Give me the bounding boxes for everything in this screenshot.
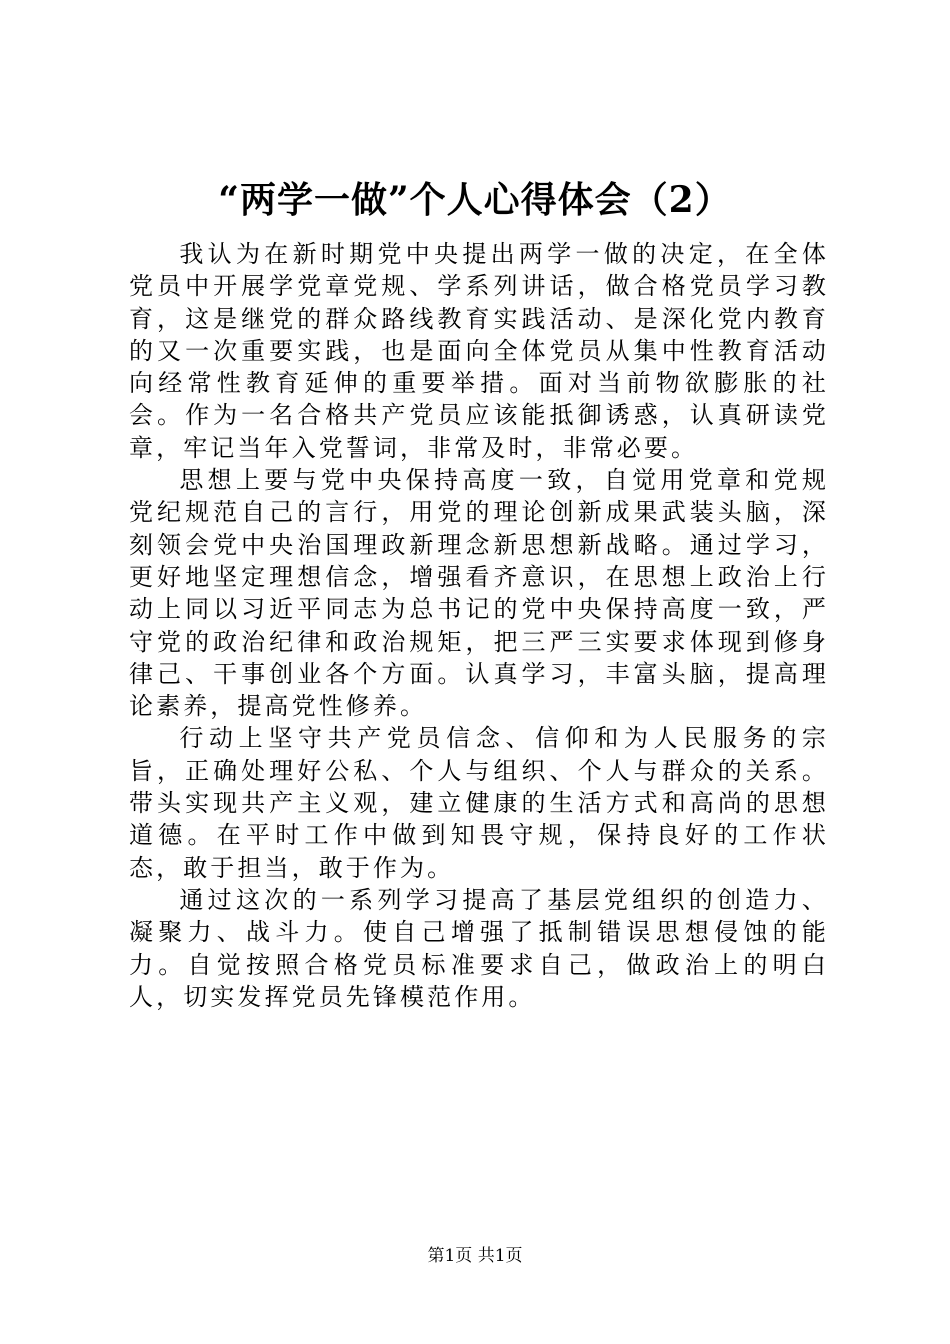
paragraph: 行动上坚守共产党员信念、信仰和为人民服务的宗旨，正确处理好公私、个人与组织、个人与群众的关系。带头实现共产主义观，建立健康的生活方式和高尚的思想道德。在平时工作中做到知畏守规，保持良好的工作状态，敢于担当，敢于作为。	[129, 724, 829, 882]
page-number-footer: 第1页 共1页	[427, 1246, 523, 1266]
document-body	[129, 238, 829, 1013]
paragraph: 我认为在新时期党中央提出两学一做的决定，在全体党员中开展学党章党规、学系列讲话，做合格党员学习教育，这是继党的群众路线教育实践活动、是深化党内教育的又一次重要实践，也是面向全体党员从集中性教育活动向经常性教育延伸的重要举措。面对当前物欲膨胀的社会。作为一名合格共产党员应该能抵御诱惑，认真研读党章，牢记当年入党誓词，非常及时，非常必要。	[129, 240, 829, 462]
paragraph: 思想上要与党中央保持高度一致，自觉用党章和党规党纪规范自己的言行，用党的理论创新成果武装头脑，深刻领会党中央治国理政新理念新思想新战略。通过学习，更好地坚定理想信念，增强看齐意识，在思想上政治上行动上同以习近平同志为总书记的党中央保持高度一致，严守党的政治纪律和政治规矩，把三严三实要求体现到修身律己、干事创业各个方面。认真学习，丰富头脑，提高理论素养，提高党性修养。	[129, 466, 829, 721]
document-title: “两学一做”个人心得体会（2）	[218, 179, 732, 221]
paragraph: 通过这次的一系列学习提高了基层党组织的创造力、凝聚力、战斗力。使自己增强了抵制错误思想侵蚀的能力。自觉按照合格党员标准要求自己，做政治上的明白人，切实发挥党员先锋模范作用。	[129, 885, 829, 1011]
